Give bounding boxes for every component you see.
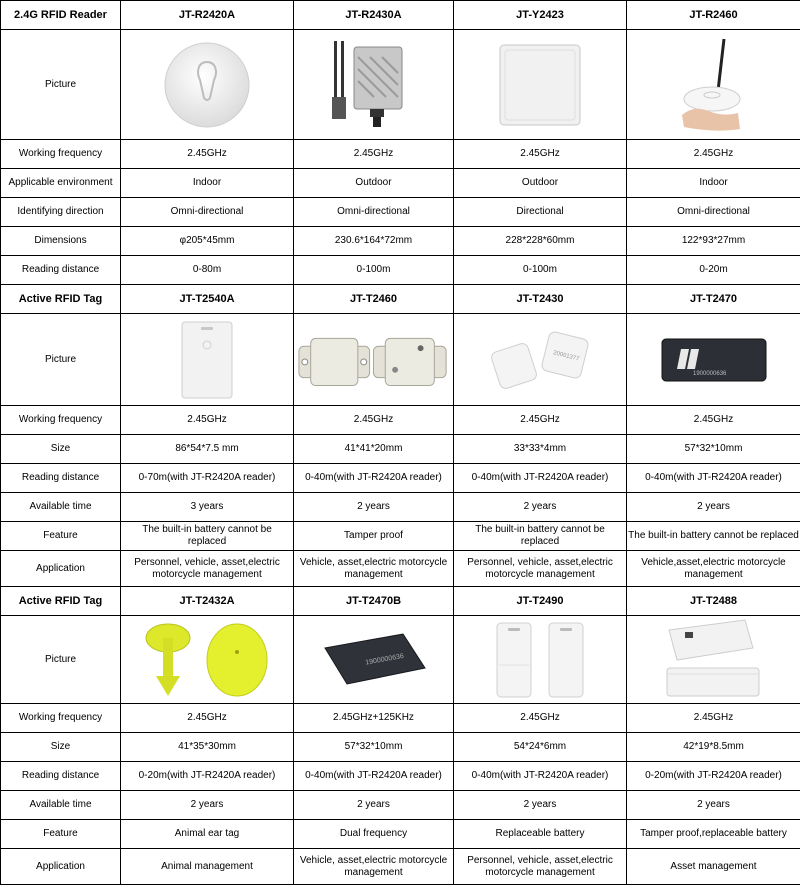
spec-value: 2.45GHz <box>454 140 627 169</box>
model-name: JT-T2490 <box>454 587 627 616</box>
spec-row <box>1 406 800 435</box>
spec-value: 33*33*4mm <box>454 435 627 464</box>
spec-row <box>1 791 800 820</box>
picture-row <box>1 616 800 704</box>
model-name: JT-T2460 <box>294 285 454 314</box>
spec-value: 2 years <box>627 791 800 820</box>
black-slim-tag-icon <box>319 630 429 690</box>
spec-value: The built-in battery cannot be replaced <box>627 522 800 551</box>
model-name: JT-T2430 <box>454 285 627 314</box>
spec-value: 2.45GHz <box>454 704 627 733</box>
spec-value: Omni-directional <box>121 198 294 227</box>
spec-row <box>1 256 800 285</box>
spec-value: 41*41*20mm <box>294 435 454 464</box>
spec-row <box>1 522 800 551</box>
spec-value: 0-20m(with JT-R2420A reader) <box>627 762 800 791</box>
spec-row <box>1 227 800 256</box>
spec-value: Animal ear tag <box>121 820 294 849</box>
model-name: JT-T2432A <box>121 587 294 616</box>
round-ceiling-reader-icon <box>162 40 252 130</box>
spec-value: The built-in battery cannot be replaced <box>454 522 627 551</box>
spec-value: 0-40m(with JT-R2420A reader) <box>294 464 454 493</box>
spec-value: Tamper proof,replaceable battery <box>627 820 800 849</box>
spec-value: Vehicle, asset,electric motorcycle management <box>294 849 454 885</box>
spec-value: Indoor <box>627 169 800 198</box>
spec-value: 3 years <box>121 493 294 522</box>
section-title: 2.4G RFID Reader <box>1 1 121 30</box>
product-picture <box>627 30 800 140</box>
spec-value: Dual frequency <box>294 820 454 849</box>
spec-value: Omni-directional <box>627 198 800 227</box>
spec-value: 0-100m <box>454 256 627 285</box>
row-label: Feature <box>1 820 121 849</box>
product-picture <box>294 314 454 406</box>
spec-value: 0-40m(with JT-R2420A reader) <box>454 464 627 493</box>
white-card-tag-icon <box>177 319 237 401</box>
model-name: JT-T2470B <box>294 587 454 616</box>
product-picture <box>121 314 294 406</box>
spec-value: φ205*45mm <box>121 227 294 256</box>
spec-row <box>1 493 800 522</box>
row-label: Reading distance <box>1 762 121 791</box>
tag-print: 1900000636 <box>364 652 404 667</box>
row-label: Working frequency <box>1 704 121 733</box>
model-name: JT-T2470 <box>627 285 800 314</box>
row-label: Size <box>1 435 121 464</box>
model-name: JT-T2488 <box>627 587 800 616</box>
spec-value: 0-100m <box>294 256 454 285</box>
spec-row <box>1 198 800 227</box>
product-picture <box>294 30 454 140</box>
spec-value: 2 years <box>121 791 294 820</box>
section-header-row <box>1 285 800 314</box>
spec-value: 2.45GHz <box>627 406 800 435</box>
spec-row <box>1 169 800 198</box>
spec-row <box>1 820 800 849</box>
spec-value: 228*228*60mm <box>454 227 627 256</box>
section-title: Active RFID Tag <box>1 285 121 314</box>
spec-value: 54*24*6mm <box>454 733 627 762</box>
spec-value: 57*32*10mm <box>294 733 454 762</box>
tag-print: 1900000636 <box>692 370 726 377</box>
row-label: Working frequency <box>1 140 121 169</box>
spec-value: 41*35*30mm <box>121 733 294 762</box>
spec-value: 2 years <box>454 493 627 522</box>
spec-value: 230.6*164*72mm <box>294 227 454 256</box>
spec-value: 2 years <box>454 791 627 820</box>
model-name: JT-R2430A <box>294 1 454 30</box>
spec-value: Outdoor <box>294 169 454 198</box>
yellow-ear-tag-icon <box>132 620 282 700</box>
spec-row <box>1 435 800 464</box>
picture-row <box>1 314 800 406</box>
spec-row <box>1 704 800 733</box>
spec-value: 2.45GHz <box>121 704 294 733</box>
spec-value: Personnel, vehicle, asset,electric motorcycle management <box>121 551 294 587</box>
product-picture <box>121 30 294 140</box>
spec-value: Asset management <box>627 849 800 885</box>
spec-row <box>1 733 800 762</box>
flat-panel-reader-icon <box>495 40 585 130</box>
white-bar-tags-icon <box>659 618 769 702</box>
model-name: JT-T2540A <box>121 285 294 314</box>
spec-value: Outdoor <box>454 169 627 198</box>
product-picture <box>454 30 627 140</box>
spec-value: Personnel, vehicle, asset,electric motorcycle management <box>454 849 627 885</box>
spec-value: Vehicle, asset,electric motorcycle management <box>294 551 454 587</box>
row-label: Working frequency <box>1 406 121 435</box>
spec-value: 0-20m <box>627 256 800 285</box>
row-label: Size <box>1 733 121 762</box>
spec-row <box>1 464 800 493</box>
spec-value: Omni-directional <box>294 198 454 227</box>
spec-value: 42*19*8.5mm <box>627 733 800 762</box>
black-rectangular-tag-icon <box>659 335 769 385</box>
spec-value: Tamper proof <box>294 522 454 551</box>
row-label: Application <box>1 849 121 885</box>
mounting-box-tag-icon <box>295 330 452 390</box>
row-label: Available time <box>1 493 121 522</box>
row-label: Picture <box>1 616 121 704</box>
spec-value: 2 years <box>627 493 800 522</box>
small-reader-with-antenna-icon <box>674 35 754 135</box>
model-name: JT-R2420A <box>121 1 294 30</box>
spec-row <box>1 849 800 885</box>
spec-value: Animal management <box>121 849 294 885</box>
spec-value: 0-40m(with JT-R2420A reader) <box>454 762 627 791</box>
spec-value: 0-40m(with JT-R2420A reader) <box>294 762 454 791</box>
spec-value: Vehicle,asset,electric motorcycle management <box>627 551 800 587</box>
spec-value: 2.45GHz <box>294 406 454 435</box>
spec-value: The built-in battery cannot be replaced <box>121 522 294 551</box>
spec-value: Indoor <box>121 169 294 198</box>
white-square-tags-icon <box>475 325 605 395</box>
spec-value: Replaceable battery <box>454 820 627 849</box>
product-picture <box>454 314 627 406</box>
spec-row <box>1 140 800 169</box>
spec-value: 2.45GHz <box>121 140 294 169</box>
spec-value: 2.45GHz <box>294 140 454 169</box>
model-name: JT-R2460 <box>627 1 800 30</box>
row-label: Reading distance <box>1 256 121 285</box>
row-label: Picture <box>1 314 121 406</box>
spec-value: 2.45GHz <box>627 140 800 169</box>
spec-value: Personnel, vehicle, asset,electric motorcycle management <box>454 551 627 587</box>
model-name: JT-Y2423 <box>454 1 627 30</box>
row-label: Reading distance <box>1 464 121 493</box>
spec-row <box>1 551 800 587</box>
product-picture <box>627 314 800 406</box>
tag-print: 20001377 <box>552 349 580 362</box>
section-header-row <box>1 1 800 30</box>
spec-row <box>1 762 800 791</box>
spec-value: 57*32*10mm <box>627 435 800 464</box>
white-vertical-tags-icon <box>485 619 595 701</box>
spec-value: Directional <box>454 198 627 227</box>
spec-value: 86*54*7.5 mm <box>121 435 294 464</box>
product-picture <box>454 616 627 704</box>
product-picture <box>294 616 454 704</box>
row-label: Picture <box>1 30 121 140</box>
spec-value: 2 years <box>294 493 454 522</box>
spec-value: 0-70m(with JT-R2420A reader) <box>121 464 294 493</box>
spec-value: 0-20m(with JT-R2420A reader) <box>121 762 294 791</box>
picture-row <box>1 30 800 140</box>
section-header-row <box>1 587 800 616</box>
row-label: Identifying direction <box>1 198 121 227</box>
row-label: Applicable environment <box>1 169 121 198</box>
spec-value: 122*93*27mm <box>627 227 800 256</box>
spec-value: 2.45GHz+125KHz <box>294 704 454 733</box>
spec-value: 2.45GHz <box>454 406 627 435</box>
spec-value: 2.45GHz <box>121 406 294 435</box>
section-title: Active RFID Tag <box>1 587 121 616</box>
outdoor-box-reader-icon <box>324 37 424 133</box>
row-label: Dimensions <box>1 227 121 256</box>
product-picture <box>121 616 294 704</box>
row-label: Application <box>1 551 121 587</box>
spec-value: 0-40m(with JT-R2420A reader) <box>627 464 800 493</box>
product-picture <box>627 616 800 704</box>
spec-value: 0-80m <box>121 256 294 285</box>
spec-value: 2 years <box>294 791 454 820</box>
spec-value: 2.45GHz <box>627 704 800 733</box>
row-label: Feature <box>1 522 121 551</box>
row-label: Available time <box>1 791 121 820</box>
